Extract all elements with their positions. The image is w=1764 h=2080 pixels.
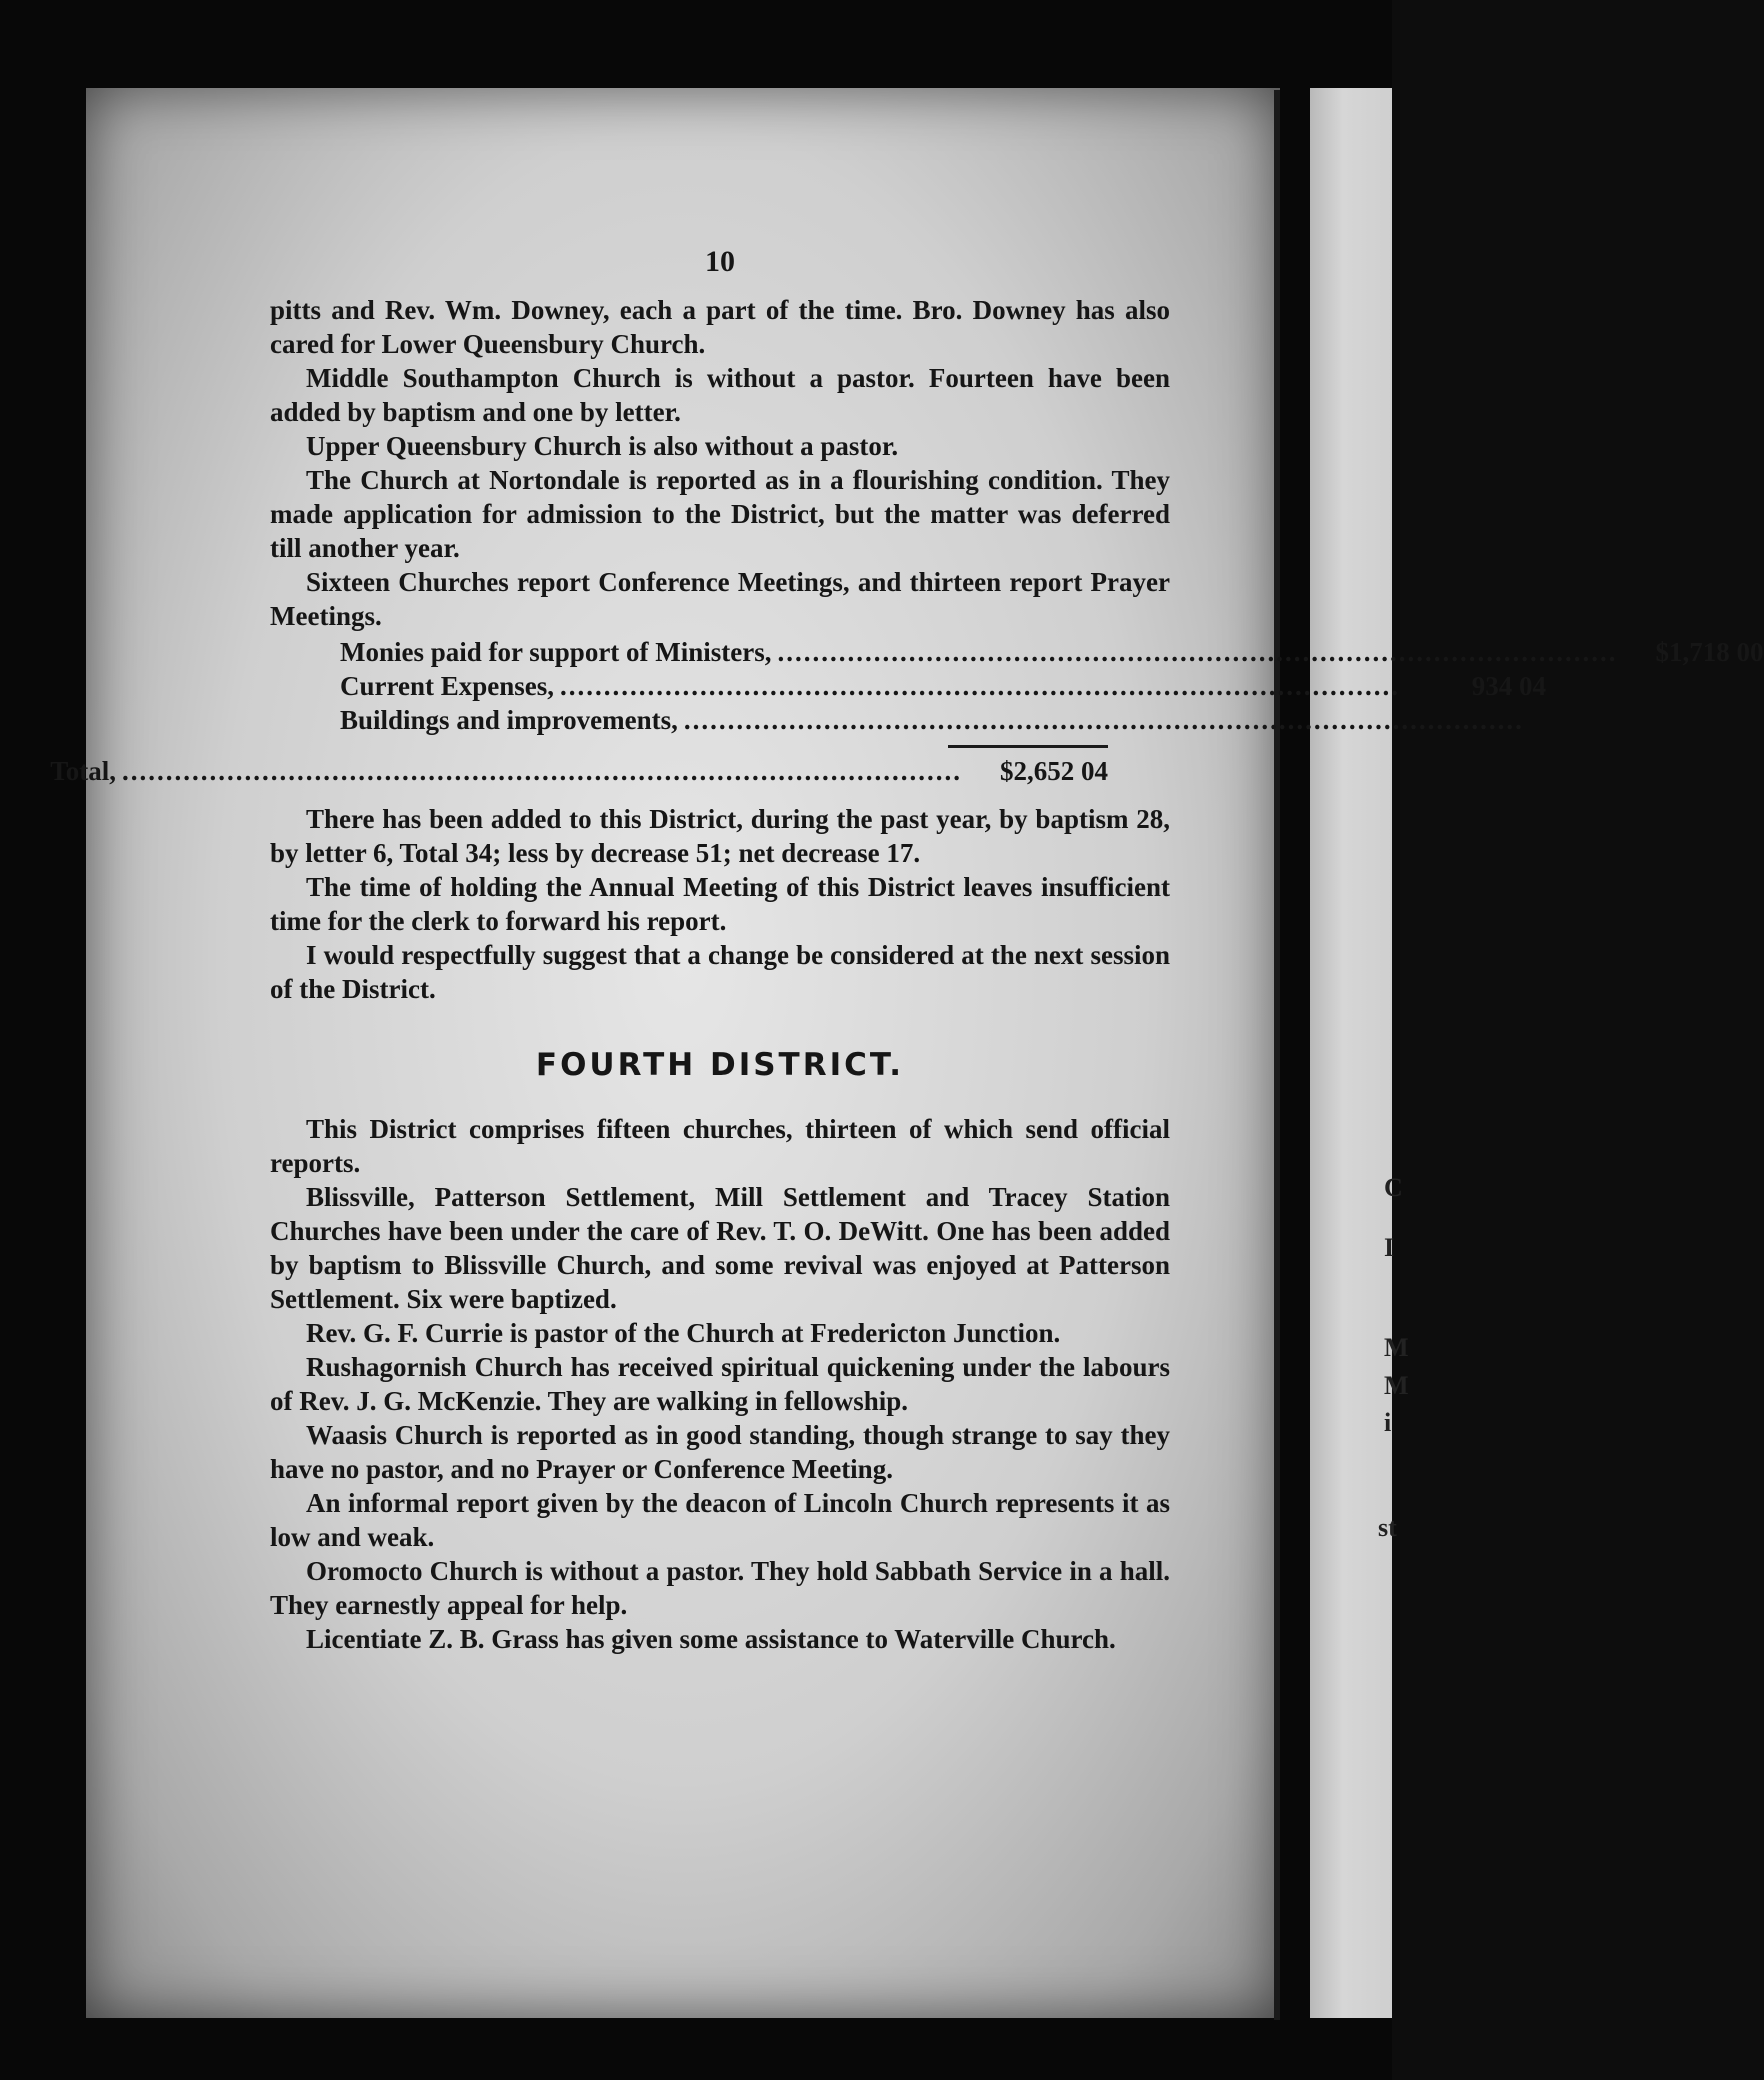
- ledger-label: Monies paid for support of Ministers,: [340, 637, 772, 667]
- ledger-total-row: [50, 754, 1108, 788]
- leader-dots: [122, 754, 962, 788]
- ledger-row: [340, 703, 1108, 737]
- paragraph: There has been added to this District, during the past year, by baptism 28, by letter 6, Total 34; less by decrease 51; net decrease 17.: [270, 804, 1170, 868]
- paragraph: Rushagornish Church has received spiritual quickening under the labours of Rev. J. G. McKenzie. They are walking in fellowship.: [270, 1352, 1170, 1416]
- paragraph: I would respectfully suggest that a change be considered at the next session of the District.: [270, 940, 1170, 1004]
- page-number: 10: [705, 245, 735, 278]
- paragraph: The time of holding the Annual Meeting of this District leaves insufficient time for the clerk to forward his report.: [270, 872, 1170, 936]
- adjacent-page-fragment: i: [1384, 1408, 1392, 1437]
- ledger-row: [340, 669, 1547, 703]
- paragraph: Oromocto Church is without a pastor. They hold Sabbath Service in a hall. They earnestly appeal for help.: [270, 1556, 1170, 1620]
- page-gutter: [1274, 90, 1280, 2020]
- ledger-total-label: Total,: [50, 756, 116, 786]
- ledger-row: [340, 635, 1764, 669]
- paragraph: Waasis Church is reported as in good standing, though strange to say they have no pastor, and no Prayer or Conference Meeting.: [270, 1420, 1170, 1484]
- paragraph: Blissville, Patterson Settlement, Mill Settlement and Tracey Station Churches have been under the care of Rev. T. O. DeWitt. One has been added by baptism to Blissville Church, and some revival was enjoyed at Patterson Settlement. Six were baptized.: [270, 1182, 1170, 1314]
- paragraph: Upper Queensbury Church is also without a pastor.: [306, 431, 899, 461]
- ledger-amount: 934 04: [1471, 671, 1547, 701]
- paragraph: This District comprises fifteen churches, thirteen of which send official reports.: [270, 1114, 1170, 1178]
- adjacent-page-fragment: st: [1378, 1513, 1397, 1542]
- paragraph: Licentiate Z. B. Grass has given some assistance to Waterville Church.: [306, 1624, 1116, 1654]
- adjacent-page-fragment: C: [1384, 1173, 1403, 1202]
- paragraph: Rev. G. F. Currie is pastor of the Church at Fredericton Junction.: [306, 1318, 1061, 1348]
- paragraph: Middle Southampton Church is without a pastor. Fourteen have been added by baptism and one by letter.: [270, 363, 1170, 427]
- adjacent-page-fragment: M: [1384, 1333, 1409, 1362]
- leader-dots: [778, 635, 1618, 669]
- leader-dots: [560, 669, 1400, 703]
- paragraph: Sixteen Churches report Conference Meetings, and thirteen report Prayer Meetings.: [270, 567, 1170, 631]
- total-rule: [948, 745, 1108, 748]
- adjacent-page-fragment: I: [1384, 1233, 1395, 1262]
- finance-ledger: [50, 635, 1764, 788]
- ledger-label: Buildings and improvements,: [340, 705, 678, 735]
- paragraph: The Church at Nortondale is reported as in a flourishing condition. They made application for admission to the District, but the matter was deferred till another year.: [270, 465, 1170, 563]
- adjacent-page-edge: [1310, 88, 1409, 2018]
- paragraph: An informal report given by the deacon of Lincoln Church represents it as low and weak.: [270, 1488, 1170, 1552]
- section-heading: FOURTH DISTRICT.: [535, 1047, 905, 1083]
- leader-dots: [684, 703, 1524, 737]
- ledger-label: Current Expenses,: [340, 671, 555, 701]
- page-text: [50, 245, 1764, 1656]
- ledger-amount: $1,718 00: [1655, 637, 1764, 667]
- ledger-total-amount: $2,652 04: [1000, 756, 1108, 786]
- paragraph: pitts and Rev. Wm. Downey, each a part of the time. Bro. Downey has also cared for Lower Queensbury Church.: [270, 295, 1170, 359]
- adjacent-page-fragment: M: [1384, 1371, 1409, 1400]
